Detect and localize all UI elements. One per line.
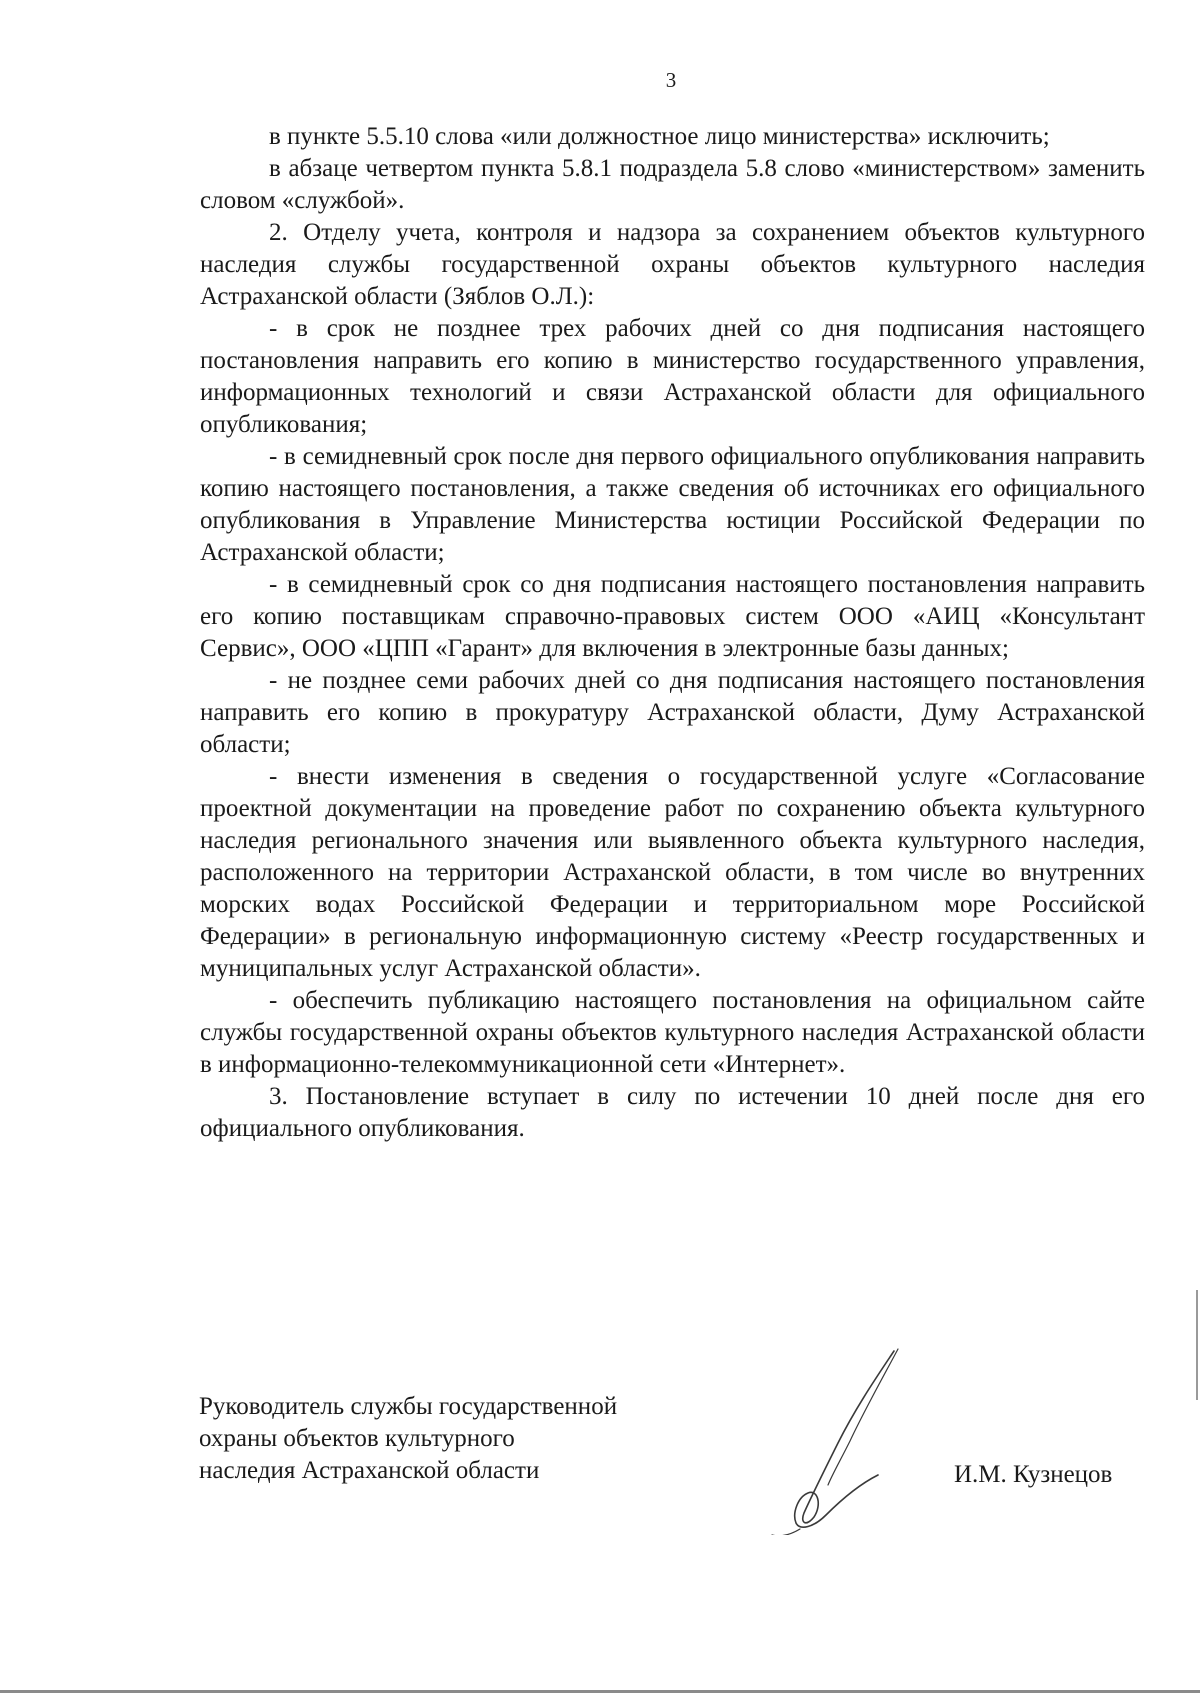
paragraph-task-ministry-of-justice: - в семидневный срок после дня первого официального опубликования направить копию настоящего постановления, а также сведения об источниках его официального опубликования в Управление Министерства юстиции Российской Федерации по Астраханской области; bbox=[200, 443, 1145, 566]
paragraph-item-3: 3. Постановление вступает в силу по истечении 10 дней после дня его официального опубликования. bbox=[200, 1083, 1145, 1142]
paragraph-item-2: 2. Отделу учета, контроля и надзора за сохранением объектов культурного наследия службы государственной охраны объектов культурного наследия Астраханской области (Зяблов О.Л.): bbox=[200, 219, 1145, 310]
page-number: 3 bbox=[665, 68, 677, 92]
scan-bottom-edge bbox=[0, 1690, 1200, 1693]
signatory-title-line: охраны объектов культурного bbox=[199, 1425, 515, 1452]
signatory-title-line: наследия Астраханской области bbox=[199, 1457, 540, 1484]
document-body bbox=[200, 121, 1145, 1145]
signatory-title-line: Руководитель службы государственной bbox=[199, 1393, 618, 1420]
paragraph-task-website: - обеспечить публикацию настоящего постановления на официальном сайте службы государственной охраны объектов культурного наследия Астраханской области в информационно-телекоммуникационной сети «Интернет». bbox=[200, 987, 1145, 1078]
paragraph-task-publication: - в срок не позднее трех рабочих дней со дня подписания настоящего постановления направить его копию в министерство государственного управления, информационных технологий и связи Астраханской области для официального опубликования; bbox=[200, 315, 1145, 438]
paragraph-clause-5-8-1: в абзаце четвертом пункта 5.8.1 подраздела 5.8 слово «министерством» заменить словом «службой». bbox=[200, 155, 1145, 214]
paragraph-task-prosecutor: - не позднее семи рабочих дней со дня подписания настоящего постановления направить его копию в прокуратуру Астраханской области, Думу Астраханской области; bbox=[200, 667, 1145, 758]
paragraph-task-service-registry: - внести изменения в сведения о государственной услуге «Согласование проектной документации на проведение работ по сохранению объекта культурного наследия регионального значения или выявленного объекта культурного наследия, расположенного на территории Астраханской области, в том числе во внутренних морских водах Российской Федерации и территориальном море Российской Федерации» в региональную информационную систему «Реестр государственных и муниципальных услуг Астраханской области». bbox=[200, 763, 1145, 982]
signatory-title bbox=[199, 1391, 617, 1487]
paragraph-clause-5-5-10: в пункте 5.5.10 слова «или должностное лицо министерства» исключить; bbox=[269, 123, 1050, 150]
paragraph-task-legal-systems: - в семидневный срок со дня подписания настоящего постановления направить его копию поставщикам справочно-правовых систем ООО «АИЦ «Консультант Сервис», ООО «ЦПП «Гарант» для включения в электронные базы данных; bbox=[200, 571, 1145, 662]
scan-edge-mark bbox=[1196, 1290, 1198, 1400]
handwritten-signature bbox=[760, 1345, 920, 1535]
signer-name: И.М. Кузнецов bbox=[954, 1461, 1113, 1488]
